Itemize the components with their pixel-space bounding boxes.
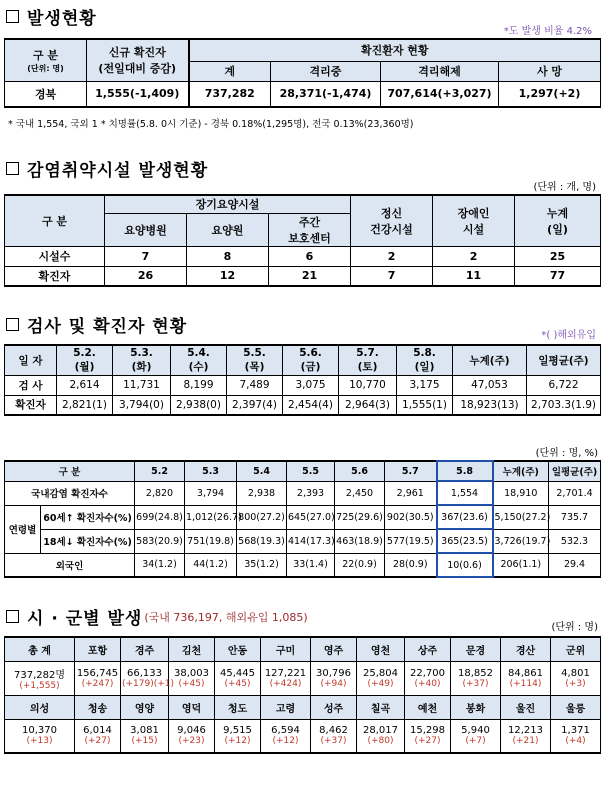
header-col: 일평균(주) <box>549 461 601 481</box>
region-value: 28,017 <box>363 725 398 737</box>
cell: 645(27.0) <box>287 505 335 529</box>
cell: 18,923(13) <box>453 395 527 415</box>
cell: 6 <box>269 246 351 266</box>
region-header: 영천 <box>357 637 405 661</box>
cell: 77 <box>515 266 601 286</box>
region-cell <box>501 719 551 753</box>
cell: 3,794 <box>185 481 237 505</box>
cell: 22(0.9) <box>335 553 385 577</box>
region-value: 84,861 <box>508 667 543 679</box>
cell: 29.4 <box>549 553 601 577</box>
region-cell <box>261 719 311 753</box>
section-title-text: 시 · 군별 발생 <box>27 609 143 629</box>
table-row <box>5 505 601 529</box>
cell: 3,794(0) <box>113 395 171 415</box>
cell: 44(1.2) <box>185 553 237 577</box>
cell: 33(1.4) <box>287 553 335 577</box>
region-header: 군위 <box>551 637 601 661</box>
cell: 5,150(27.2) <box>493 505 549 529</box>
region-change: (+12) <box>272 736 299 747</box>
region-cell <box>551 661 601 695</box>
cell: 25 <box>515 246 601 266</box>
row-group-label: 연령별 <box>5 505 41 553</box>
region-cell <box>357 719 405 753</box>
table-row <box>5 695 601 719</box>
overseas-note: *( )해외유입 <box>541 330 596 341</box>
region-cell <box>169 719 215 753</box>
region-cell <box>311 719 357 753</box>
section-title-tests <box>6 312 187 337</box>
region-cell <box>501 661 551 695</box>
header-day: 5.3. (화) <box>113 345 171 375</box>
checkbox-square-icon <box>6 610 19 623</box>
table-row <box>5 661 601 695</box>
region-header: 청도 <box>215 695 261 719</box>
row-label: 경북 <box>5 81 87 107</box>
region-header: 포항 <box>75 637 121 661</box>
region-value: 10,370 <box>22 725 57 737</box>
cell-highlight: 365(23.5) <box>437 529 493 553</box>
header-col: 5.5 <box>287 461 335 481</box>
region-value: 66,133 <box>127 667 162 679</box>
cell: 2,450 <box>335 481 385 505</box>
region-value: 5,940 <box>461 725 490 737</box>
region-header: 영양 <box>121 695 169 719</box>
region-value: 3,081 <box>130 725 159 737</box>
cell: 28(0.9) <box>385 553 437 577</box>
region-value: 18,852 <box>458 667 493 679</box>
header-col: 5.7 <box>385 461 437 481</box>
region-header: 청송 <box>75 695 121 719</box>
region-cell <box>215 661 261 695</box>
region-change: (+179)(+1) <box>122 678 175 689</box>
header-col: 5.3 <box>185 461 237 481</box>
cell: 583(20.9) <box>135 529 185 553</box>
header-day: 5.8. (일) <box>397 345 453 375</box>
region-header: 구미 <box>261 637 311 661</box>
header-isolation: 격리중 <box>271 61 381 81</box>
header-col: 5.6 <box>335 461 385 481</box>
header-death: 사 망 <box>499 61 601 81</box>
header-day: 5.4. (수) <box>171 345 227 375</box>
cell: 463(18.9) <box>335 529 385 553</box>
cell: 206(1.1) <box>493 553 549 577</box>
cell: 1,012(26.7) <box>185 505 237 529</box>
region-header: 예천 <box>405 695 451 719</box>
region-value: 6,014 <box>83 725 112 737</box>
region-value: 6,594 <box>271 725 300 737</box>
table-row <box>5 637 601 661</box>
cell: 3,175 <box>397 375 453 395</box>
cell: 3,075 <box>283 375 339 395</box>
cell: 2,938 <box>237 481 287 505</box>
region-cell <box>75 719 121 753</box>
cell-death: 1,297(+2) <box>499 81 601 107</box>
header-total: 계 <box>189 61 271 81</box>
region-header: 고령 <box>261 695 311 719</box>
cell: 568(19.3) <box>237 529 287 553</box>
region-cell <box>215 719 261 753</box>
header-day: 5.6. (금) <box>283 345 339 375</box>
cell: 2,821(1) <box>57 395 113 415</box>
region-change: (+37) <box>462 678 489 689</box>
header-group: 구 분 <box>5 461 135 481</box>
cell: 11,731 <box>113 375 171 395</box>
header-hospital: 요양병원 <box>105 213 187 246</box>
region-cell <box>121 661 175 695</box>
region-value: 737,282명 <box>13 669 65 681</box>
cell-new-cases: 1,555(-1,409) <box>87 81 189 107</box>
cell: 2,393 <box>287 481 335 505</box>
header-col: 5.4 <box>237 461 287 481</box>
region-value: 22,700 <box>410 667 445 679</box>
region-change: (+45) <box>224 678 251 689</box>
cell: 2,614 <box>57 375 113 395</box>
row-label: 검 사 <box>5 375 57 395</box>
region-header: 경주 <box>121 637 169 661</box>
cell: 8,199 <box>171 375 227 395</box>
region-change: (+45) <box>178 678 205 689</box>
unit-label: (단위 : 명) <box>551 622 598 633</box>
region-cell <box>5 719 75 753</box>
region-header: 안동 <box>215 637 261 661</box>
region-change: (+13) <box>26 736 53 747</box>
header-day: 5.5. (목) <box>227 345 283 375</box>
section-title-text: 발생현황 <box>27 9 97 29</box>
region-header: 문경 <box>451 637 501 661</box>
cell: 21 <box>269 266 351 286</box>
region-header: 총 계 <box>5 637 75 661</box>
cell: 3,726(19.7) <box>493 529 549 553</box>
region-header: 봉화 <box>451 695 501 719</box>
cell: 2,938(0) <box>171 395 227 415</box>
region-change: (+1,555) <box>19 680 60 691</box>
region-value: 127,221 <box>264 667 307 679</box>
region-change: (+15) <box>131 736 158 747</box>
row-label: 60세↑ 확진자수(%) <box>41 505 135 529</box>
cell: 10,770 <box>339 375 397 395</box>
table-row <box>5 246 601 266</box>
cell: 18,910 <box>493 481 549 505</box>
cell-isolation: 28,371(-1,474) <box>271 81 381 107</box>
cell: 8 <box>187 246 269 266</box>
header-col: 5.2 <box>135 461 185 481</box>
cell: 735.7 <box>549 505 601 529</box>
cell: 7 <box>105 246 187 266</box>
section-title-text: 감염취약시설 발생현황 <box>27 161 209 181</box>
region-header: 의성 <box>5 695 75 719</box>
cell-highlight: 1,554 <box>437 481 493 505</box>
unit-label: (단위 : 개, 명) <box>533 182 596 193</box>
section-title-regions <box>6 604 308 629</box>
region-change: (+27) <box>414 736 441 747</box>
region-header: 경산 <box>501 637 551 661</box>
header-average: 일평균(주) <box>527 345 601 375</box>
region-value: 30,796 <box>316 667 351 679</box>
region-change: (+40) <box>414 678 441 689</box>
cell: 34(1.2) <box>135 553 185 577</box>
region-cell <box>551 719 601 753</box>
table-row <box>5 375 601 395</box>
region-header: 김천 <box>169 637 215 661</box>
tests-table <box>4 344 601 416</box>
region-change: (+94) <box>320 678 347 689</box>
cell: 800(27.2) <box>237 505 287 529</box>
region-change: (+247) <box>81 678 114 689</box>
region-value: 4,801 <box>561 667 590 679</box>
header-col: 누계(주) <box>493 461 549 481</box>
cell: 532.3 <box>549 529 601 553</box>
cell: 12 <box>187 266 269 286</box>
checkbox-square-icon <box>6 162 19 175</box>
region-cell <box>405 661 451 695</box>
facility-table <box>4 194 601 287</box>
status-table <box>4 38 601 108</box>
province-ratio-note: *도 발생 비율 4.2% <box>503 26 592 37</box>
table-row <box>5 553 601 577</box>
header-group: 구 분 (단위: 명) <box>5 39 87 81</box>
header-release: 격리해제 <box>381 61 499 81</box>
header-col-highlight: 5.8 <box>437 461 493 481</box>
region-cell <box>357 661 405 695</box>
cell: 7,489 <box>227 375 283 395</box>
region-value: 25,804 <box>363 667 398 679</box>
cell: 414(17.3) <box>287 529 335 553</box>
header-patient-status: 확진환자 현황 <box>189 39 601 61</box>
region-change: (+21) <box>512 736 539 747</box>
region-header: 영덕 <box>169 695 215 719</box>
cell-highlight: 367(23.6) <box>437 505 493 529</box>
header-group: 구 분 <box>5 195 105 246</box>
region-cell <box>5 661 75 695</box>
region-change: (+27) <box>84 736 111 747</box>
row-label: 국내감염 확진자수 <box>5 481 135 505</box>
unit-label: (단위 : 명, %) <box>535 448 598 459</box>
region-header: 울진 <box>501 695 551 719</box>
region-header: 울릉 <box>551 695 601 719</box>
region-value: 156,745 <box>76 667 119 679</box>
row-label: 확진자 <box>5 266 105 286</box>
checkbox-square-icon <box>6 10 19 23</box>
cell: 2,820 <box>135 481 185 505</box>
region-cell <box>311 661 357 695</box>
region-header: 칠곡 <box>357 695 405 719</box>
table-row <box>5 529 601 553</box>
cell: 2,397(4) <box>227 395 283 415</box>
table-row <box>5 481 601 505</box>
cell: 577(19.5) <box>385 529 437 553</box>
cell-highlight: 10(0.6) <box>437 553 493 577</box>
region-change: (+3) <box>565 678 586 689</box>
cell: 47,053 <box>453 375 527 395</box>
region-value: 1,371 <box>561 725 590 737</box>
header-mental: 정신 건강시설 <box>351 195 433 246</box>
header-carehome: 요양원 <box>187 213 269 246</box>
region-value: 15,298 <box>410 725 445 737</box>
cell: 35(1.2) <box>237 553 287 577</box>
cell: 751(19.8) <box>185 529 237 553</box>
region-change: (+12) <box>224 736 251 747</box>
row-label: 시설수 <box>5 246 105 266</box>
header-cumulative: 누계 (일) <box>515 195 601 246</box>
section-title-text: 검사 및 확진자 현황 <box>27 317 188 337</box>
header-day: 5.2. (월) <box>57 345 113 375</box>
checkbox-square-icon <box>6 318 19 331</box>
region-change: (+424) <box>269 678 302 689</box>
cell: 2,701.4 <box>549 481 601 505</box>
header-day: 5.7. (토) <box>339 345 397 375</box>
region-cell <box>451 661 501 695</box>
cell: 2 <box>351 246 433 266</box>
cell: 2,454(4) <box>283 395 339 415</box>
cell-total: 737,282 <box>189 81 271 107</box>
table-row <box>5 719 601 753</box>
region-value: 12,213 <box>508 725 543 737</box>
region-value: 9,046 <box>177 725 206 737</box>
region-change: (+4) <box>565 736 586 747</box>
cell-release: 707,614(+3,027) <box>381 81 499 107</box>
region-change: (+23) <box>178 736 205 747</box>
cell: 7 <box>351 266 433 286</box>
age-table <box>4 460 601 578</box>
footnote-fatality: * 국내 1,554, 국외 1 * 치명률(5.8. 0시 기준) - 경북 0.18%(1,295명), 전국 0.13%(23,360명) <box>8 119 414 130</box>
row-label: 확진자 <box>5 395 57 415</box>
region-value: 9,515 <box>223 725 252 737</box>
table-row <box>5 395 601 415</box>
region-value: 38,003 <box>174 667 209 679</box>
header-cumulative: 누계(주) <box>453 345 527 375</box>
header-daycare: 주간 보호센터 <box>269 213 351 246</box>
region-change: (+7) <box>465 736 486 747</box>
cell: 699(24.8) <box>135 505 185 529</box>
region-cell <box>169 661 215 695</box>
header-new-cases: 신규 확진자 (전일대비 증감) <box>87 39 189 81</box>
cell: 2,703.3(1.9) <box>527 395 601 415</box>
region-header: 상주 <box>405 637 451 661</box>
region-cell <box>261 661 311 695</box>
section-title-facilities <box>6 156 208 181</box>
cell: 902(30.5) <box>385 505 437 529</box>
header-disability: 장애인 시설 <box>433 195 515 246</box>
cell: 725(29.6) <box>335 505 385 529</box>
region-change: (+114) <box>509 678 542 689</box>
cell: 11 <box>433 266 515 286</box>
section-title-note: (국내 736,197, 해외유입 1,085) <box>144 610 308 624</box>
cell: 6,722 <box>527 375 601 395</box>
row-label: 외국인 <box>5 553 135 577</box>
region-cell <box>451 719 501 753</box>
cell: 2,964(3) <box>339 395 397 415</box>
region-value: 45,445 <box>220 667 255 679</box>
region-cell <box>405 719 451 753</box>
region-cell <box>75 661 121 695</box>
region-change: (+49) <box>367 678 394 689</box>
row-label: 18세↓ 확진자수(%) <box>41 529 135 553</box>
cell: 2 <box>433 246 515 266</box>
region-change: (+80) <box>367 736 394 747</box>
table-row <box>5 266 601 286</box>
header-ltc: 장기요양시설 <box>105 195 351 213</box>
header-date: 일 자 <box>5 345 57 375</box>
region-change: (+37) <box>320 736 347 747</box>
cell: 1,555(1) <box>397 395 453 415</box>
cell: 2,961 <box>385 481 437 505</box>
section-title-status <box>6 4 97 29</box>
region-header: 성주 <box>311 695 357 719</box>
region-value: 8,462 <box>319 725 348 737</box>
cell: 26 <box>105 266 187 286</box>
region-table <box>4 636 601 754</box>
region-cell <box>121 719 169 753</box>
region-header: 영주 <box>311 637 357 661</box>
